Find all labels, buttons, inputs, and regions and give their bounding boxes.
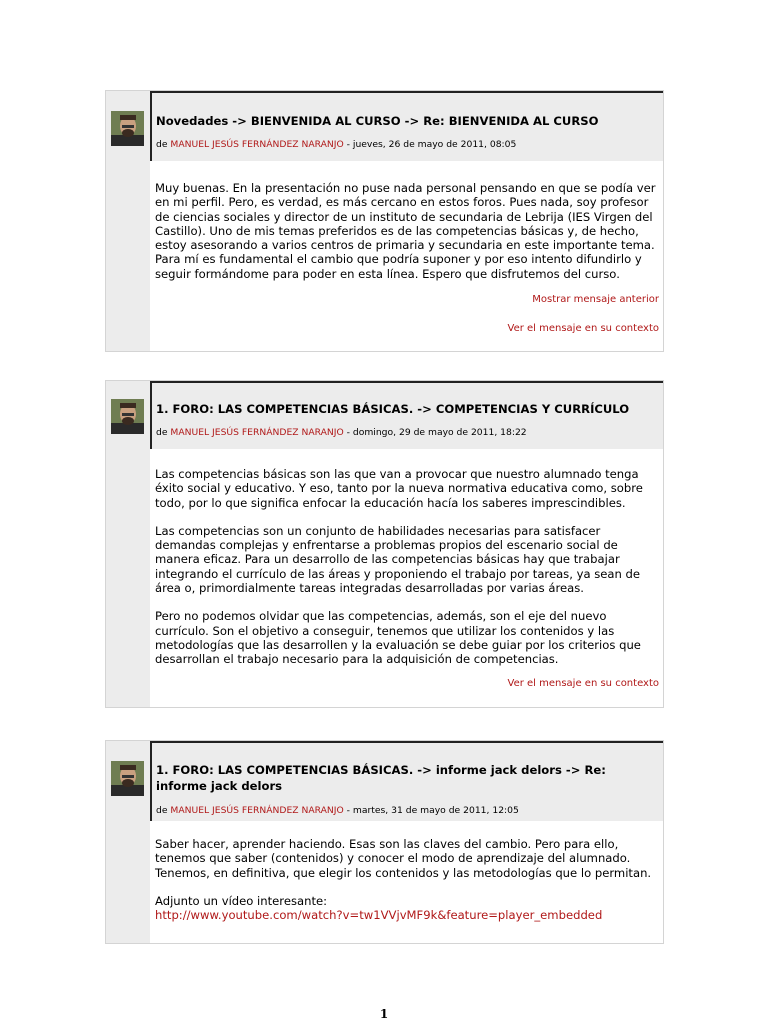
avatar[interactable] xyxy=(111,111,144,146)
post-subject: 1. FORO: LAS COMPETENCIAS BÁSICAS. -> COMPETENCIAS Y CURRÍCULO xyxy=(156,402,630,416)
post-paragraph: Las competencias son un conjunto de habilidades necesarias para satisfacer demandas complejas y enfrentarse a problemas propios del escenario social de manera eficaz. Para un desarrollo de las competencias básicas hay que trabajar integrando el currículo de las áreas y proponiendo el trabajo por tareas, ya sean de área o, primordialmente tareas integradas desarrolladas por varias áreas. xyxy=(155,523,641,596)
post-subject: 1. FORO: LAS COMPETENCIAS BÁSICAS. -> informe jack delors -> Re: informe jack delors xyxy=(156,763,606,793)
post-date: - martes, 31 de mayo de 2011, 12:05 xyxy=(343,805,519,816)
post-author-line: de MANUEL JESÚS FERNÁNDEZ NARANJO - martes, 31 de mayo de 2011, 12:05 xyxy=(156,805,519,816)
video-url-link[interactable]: http://www.youtube.com/watch?v=tw1VVjvMF9k&feature=player_embedded xyxy=(155,908,603,923)
show-previous-link[interactable]: Mostrar mensaje anterior xyxy=(532,294,659,306)
view-in-context-link[interactable]: Ver el mensaje en su contexto xyxy=(507,677,659,689)
page-number: 1 xyxy=(379,1007,389,1021)
post-paragraph: Pero no podemos olvidar que las competencias, además, son el eje del nuevo currículo. Son el objetivo a conseguir, tenemos que utilizar los contenidos y las metodologías que las desarrollen y la evaluación se debe guiar por los criterios que desarrollan el trabajo necesario para la adquisición de competencias. xyxy=(155,609,641,667)
post-date: - domingo, 29 de mayo de 2011, 18:22 xyxy=(343,427,527,438)
author-link[interactable]: MANUEL JESÚS FERNÁNDEZ NARANJO xyxy=(170,427,344,438)
avatar[interactable] xyxy=(111,761,144,796)
post-subject: Novedades -> BIENVENIDA AL CURSO -> Re: BIENVENIDA AL CURSO xyxy=(156,114,599,128)
forum-post xyxy=(105,90,664,352)
post-paragraph: Saber hacer, aprender haciendo. Esas son las claves del cambio. Pero para ello, tenemos que saber (contenidos) y conocer el modo de aprendizaje del alumnado. Tenemos, en definitiva, que elegir los contenidos y las metodologías que lo permitan. xyxy=(155,837,652,880)
forum-post xyxy=(105,380,664,708)
post-date: - jueves, 26 de mayo de 2011, 08:05 xyxy=(343,139,517,150)
post-paragraph: Las competencias básicas son las que van a provocar que nuestro alumnado tenga éxito social y educativo. Y eso, tanto por la nueva normativa educativa como, sobre todo, por lo que significa enfocar la educación hacía los saberes imprescindibles. xyxy=(155,467,643,510)
author-link[interactable]: MANUEL JESÚS FERNÁNDEZ NARANJO xyxy=(170,805,344,816)
view-in-context-link[interactable]: Ver el mensaje en su contexto xyxy=(507,323,659,335)
post-paragraph: Adjunto un vídeo interesante: xyxy=(155,893,328,908)
forum-post xyxy=(105,740,664,944)
author-link[interactable]: MANUEL JESÚS FERNÁNDEZ NARANJO xyxy=(170,139,344,150)
post-author-line: de MANUEL JESÚS FERNÁNDEZ NARANJO - jueves, 26 de mayo de 2011, 08:05 xyxy=(156,139,517,150)
post-paragraph: Muy buenas. En la presentación no puse nada personal pensando en que se podía ver en mi perfil. Pero, es verdad, es más cercano en estos foros. Pues nada, soy profesor de ciencias sociales y director de un instituto de secundaria de Lebrija (IES Virgen del Castillo). Uno de mis temas preferidos es de las competencias básicas y, de hecho, estoy asesorando a varios centros de primaria y secundaria en este importante tema. Para mí es fundamental el cambio que podría suponer y por eso intento difundirlo y seguir formándome para poder en esta línea. Espero que disfrutemos del curso. xyxy=(155,181,656,281)
avatar[interactable] xyxy=(111,399,144,434)
post-author-line: de MANUEL JESÚS FERNÁNDEZ NARANJO - domingo, 29 de mayo de 2011, 18:22 xyxy=(156,427,527,438)
